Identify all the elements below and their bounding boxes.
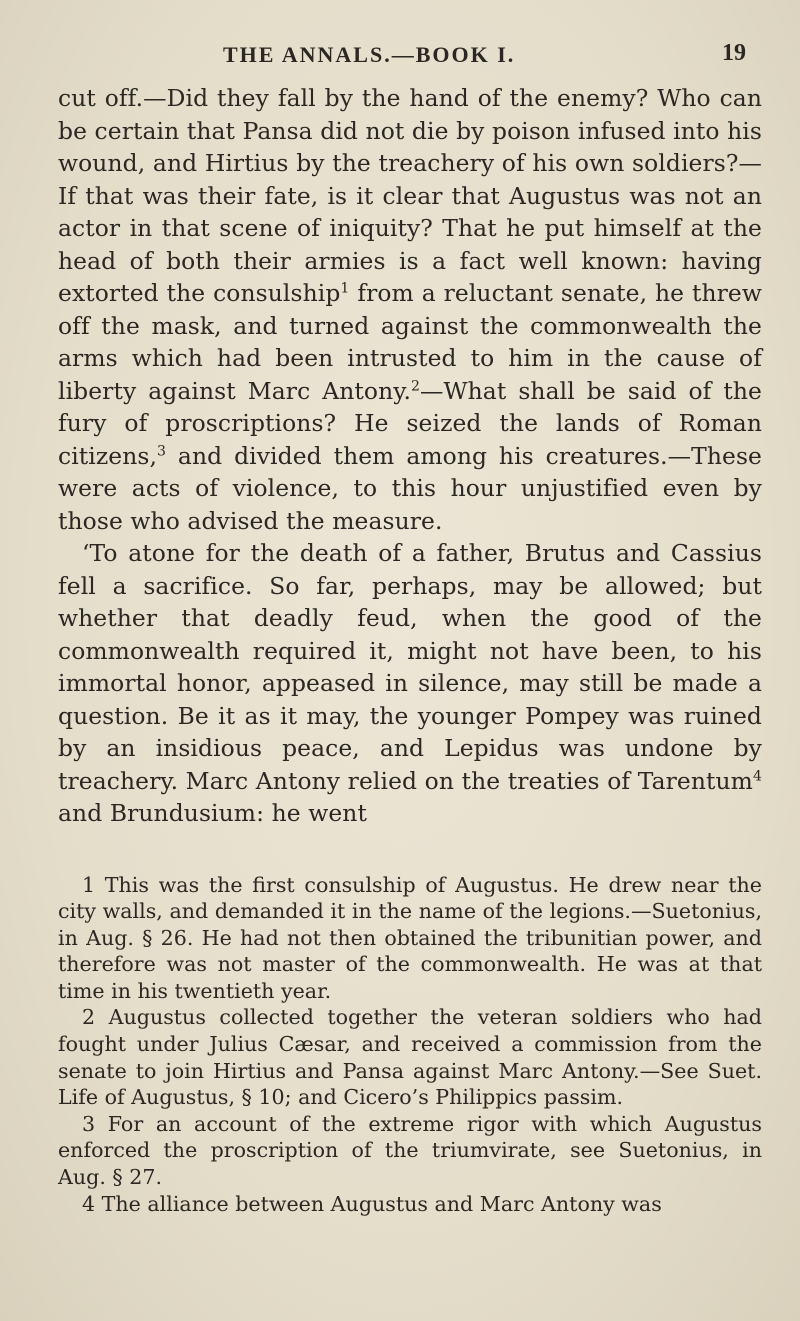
- running-title: THE ANNALS.—BOOK I.: [223, 42, 516, 67]
- footnote-3: 3 For an account of the extreme rigor with which Augustus enforced the proscription of the triumvirate, see Suetonius, in Aug. § 27.: [58, 1111, 762, 1190]
- footnote-1: 1 This was the first consulship of Augustus. He drew near the city walls, and demanded it in the name of the legions.—Suetonius, in Aug. § 26. He had not then obtained the tribunitian power, and therefore was not master of the commonwealth. He was at that time in his twentieth year.: [58, 872, 762, 1003]
- footnote-2: 2 Augustus collected together the veteran soldiers who had fought under Julius Cæsar, and received a commission from the senate to join Hirtius and Pansa against Marc Antony.—See Suet. Life of Augustus, § 10; and Cicero’s Philippics passim.: [58, 1005, 762, 1110]
- footnote-ref-4: 4: [752, 768, 762, 785]
- footnote-ref-2: 2: [410, 378, 421, 395]
- paragraph-2-part-2: and Brundusium: he went: [58, 799, 367, 827]
- footnote-4: 4 The alliance between Augustus and Marc Antony was: [82, 1191, 662, 1216]
- footnote-ref-3: 3: [157, 443, 167, 460]
- paragraph-2: [58, 537, 762, 830]
- main-text: [58, 66, 762, 830]
- page-number: 19: [722, 40, 746, 66]
- paragraph-1: [58, 82, 762, 537]
- paragraph-1-part-1: cut off.—Did they fall by the hand of the enemy? Who can be certain that Pansa did not die by poison infused into his wound, and Hirtius by the treachery of his own soldiers?—If that was their fate, is it clear that Augustus was not an actor in that scene of iniquity? That he put himself at the head of both their armies is a fact well known: having extorted the consulship: [58, 84, 762, 307]
- paragraph-1-part-3: —What shall be said of the fury of proscriptions? He seized the lands of Roman citizens,: [58, 376, 762, 470]
- running-head: [58, 0, 762, 66]
- paragraph-1-part-4: and divided them among his creatures.—These were acts of violence, to this hour unjustified even by those who advised the measure.: [58, 441, 762, 535]
- paragraph-2-part-1: ‘To atone for the death of a father, Brutus and Cassius fell a sacrifice. So far, perhaps, may be allowed; but whether that deadly feud, when the good of the commonwealth required it, might not have been, to his immortal honor, appeased in silence, may still be made a question. Be it as it may, the younger Pompey was ruined by an insidious peace, and Lepidus was undone by treachery. Marc Antony relied on the treaties of Tarentum: [58, 539, 762, 795]
- paragraph-1-part-2: from a reluctant senate, he threw off the mask, and turned against the commonwealth the arms which had been intrusted to him in the cause of liberty against Marc Antony.: [58, 279, 762, 405]
- footnotes: [58, 872, 762, 1218]
- footnote-ref-1: 1: [340, 280, 350, 297]
